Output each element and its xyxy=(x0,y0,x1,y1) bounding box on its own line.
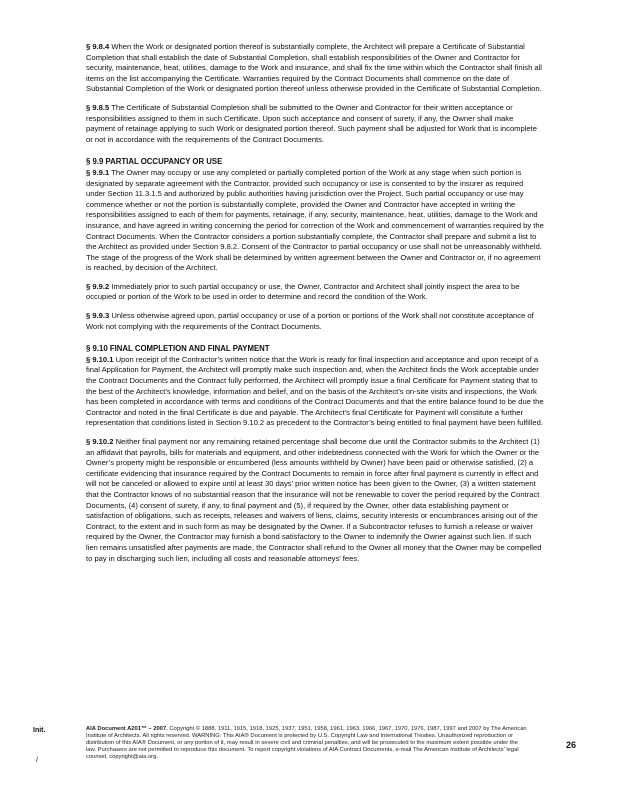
paragraph-text: Immediately prior to such partial occupancy or use, the Owner, Contractor and Architect shall jointly inspect the area to be occupied or portion of the Work to be used in order to determine and record the condition of the Work. xyxy=(86,281,520,302)
section-ref: § 9.8.4 xyxy=(86,42,110,51)
initials-line: / xyxy=(36,757,38,764)
paragraph-text: The Certificate of Substantial Completion shall be submitted to the Owner and Contractor for their written acceptance or responsibilities assigned to them in such Certificate. Upon such acceptance and consent of surety, if any, the Owner shall make payment of retainage applying to such Work or designated portion thereof. Such payment shall be adjusted for Work that is incomplete or not in accordance with the requirements of the Contract Documents. xyxy=(86,102,537,144)
paragraph-9-9-1 xyxy=(86,168,544,274)
paragraph-9-8-5 xyxy=(86,103,544,145)
section-ref: § 9.10.1 xyxy=(86,354,114,364)
section-ref: § 9.8.5 xyxy=(86,102,110,112)
section-heading-9-10: § 9.10 FINAL COMPLETION AND FINAL PAYMENT xyxy=(86,344,270,354)
section-heading-9-9: § 9.9 PARTIAL OCCUPANCY OR USE xyxy=(86,157,223,167)
copyright-notice: Copyright © 1888, 1911, 1915, 1918, 1925, 1937, 1951, 1958, 1961, 1963, 1966, 1967, 1970, 1976, 1987, 1997 and 2007 by The American Institute of Architects. All rights reserved. WARNING: This AIA® Document is protected by U.S. Copyright Law and International Treaties. Unauthorized reproduction or distribution of this AIA® Document, or any portion of it, may result in severe civil and criminal penalties, and will be prosecuted to the maximum extent possible under the law. Purchasers are not permitted to reproduce this document. To report copyright violations of AIA Contract Documents, e-mail The American Institute of Architects’ legal counsel, copyright@aia.org. xyxy=(86,726,527,760)
paragraph-9-10-2 xyxy=(86,437,544,564)
paragraph-text: When the Work or designated portion thereof is substantially complete, the Architect will prepare a Certificate of Substantial Completion that shall establish the date of Substantial Completion, shall establish responsibilities of the Owner and Contractor for security, maintenance, heat, utilities, damage to the Work and insurance, and shall fix the time within which the Contractor shall finish all items on the list accompanying the Certificate. Warranties required by the Contract Documents shall commence on the date of Substantial Completion of the Work or designated portion thereof unless otherwise provided in the Certificate of Substantial Completion. xyxy=(86,42,542,94)
paragraph-9-10-1 xyxy=(86,355,544,429)
section-ref: § 9.9.1 xyxy=(86,167,110,177)
section-ref: § 9.10.2 xyxy=(86,437,114,446)
document-body xyxy=(86,42,544,572)
initials-label: Init. xyxy=(33,727,46,734)
section-ref: § 9.9.3 xyxy=(86,311,110,321)
section-ref: § 9.9.2 xyxy=(86,281,110,291)
paragraph-text: The Owner may occupy or use any completed or partially completed portion of the Work at any stage when such portion is designated by separate agreement with the Contractor, provided such occupancy or use is consented to by the insurer as required under Section 11.3.1.5 and authorized by public authorities having jurisdiction over the Project. Such partial occupancy or use may commence whether or not the portion is substantially complete, provided the Owner and Contractor have accepted in writing the responsibilities assigned to each of them for payments, retainage, if any, security, maintenance, heat, utilities, damage to the Work and insurance, and have agreed in writing concerning the period for correction of the Work and commencement of warranties required by the Contract Documents. When the Contractor considers a portion substantially complete, the Contractor shall prepare and submit a list to the Architect as provided under Section 9.8.2. Consent of the Contractor to partial occupancy or use shall not be unreasonably withheld. The stage of the progress of the Work shall be determined by written agreement between the Owner and Contractor or, if no agreement is reached, by decision of the Architect. xyxy=(86,167,544,273)
paragraph-text: Upon receipt of the Contractor’s written notice that the Work is ready for final inspection and acceptance and upon receipt of a final Application for Payment, the Architect will promptly make such inspection and, when the Architect finds the Work acceptable under the Contract Documents and the Contract fully performed, the Architect will promptly issue a final Certificate for Payment stating that to the best of the Architect’s knowledge, information and belief, and on the basis of the Architect’s on-site visits and inspections, the Work has been completed in accordance with terms and conditions of the Contract Documents and that the entire balance found to be due the Contractor and noted in the final Certificate is due and payable. The Architect’s final Certificate for Payment will constitute a further representation that conditions listed in Section 9.10.2 as precedent to the Contractor’s being entitled to final payment have been fulfilled. xyxy=(86,354,544,428)
paragraph-9-8-4 xyxy=(86,42,544,95)
paragraph-text: Unless otherwise agreed upon, partial occupancy or use of a portion or portions of the Work shall not constitute acceptance of Work not complying with the requirements of the Contract Documents. xyxy=(86,311,534,331)
document-title: AIA Document A201™ – 2007. xyxy=(86,726,168,732)
paragraph-9-9-3 xyxy=(86,311,544,332)
paragraph-9-9-2 xyxy=(86,282,544,303)
page-number: 26 xyxy=(566,740,577,750)
copyright-footer xyxy=(86,726,528,761)
paragraph-text: Neither final payment nor any remaining retained percentage shall become due until the Contractor submits to the Architect (1) an affidavit that payrolls, bills for materials and equipment, and other indebtedness connected with the Work for which the Owner or the Owner’s property might be responsible or encumbered (less amounts withheld by Owner) have been paid or otherwise satisfied, (2) a certificate evidencing that insurance required by the Contract Documents to remain in force after final payment is currently in effect and will not be canceled or allowed to expire until at least 30 days’ prior written notice has been given to the Owner, (3) a written statement that the Contractor knows of no substantial reason that the insurance will not be renewable to cover the period required by the Contract Documents, (4) consent of surety, if any, to final payment and (5), if required by the Owner, other data establishing payment or satisfaction of obligations, such as receipts, releases and waivers of liens, claims, security interests or encumbrances arising out of the Contract, to the extent and in such form as may be designated by the Owner. If a Subcontractor refuses to furnish a release or waiver required by the Owner, the Contractor may furnish a bond satisfactory to the Owner to indemnify the Owner against such lien. If such lien remains unsatisfied after payments are made, the Contractor shall refund to the Owner all money that the Owner may be compelled to pay in discharging such lien, including all costs and reasonable attorneys’ fees. xyxy=(86,437,542,563)
